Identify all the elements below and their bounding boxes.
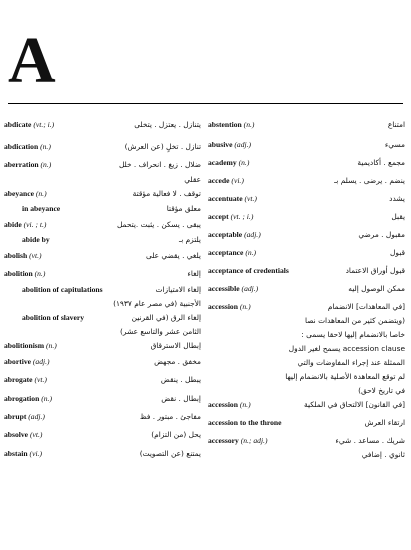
entry-headword (208, 140, 251, 149)
arabic-translation: يحل (من التزام) (151, 430, 201, 439)
part-of-speech: (n.) (34, 269, 46, 278)
translation-continuation: accession clause يسمح لغير الدول (288, 344, 405, 353)
arabic-translation: مقبول . مرضي (358, 230, 405, 239)
part-of-speech: (vt.) (29, 251, 42, 260)
headword-term: abolition of slavery (22, 313, 85, 322)
translation-continuation: الثامن عشر والتاسع عشر) (120, 327, 201, 336)
dictionary-entry (4, 375, 201, 394)
headword-term: abolish (4, 251, 28, 260)
part-of-speech: (n.) (40, 142, 51, 151)
arabic-translation: [في المعاهدات] الانضمام (327, 302, 405, 311)
entry-headword (208, 120, 254, 129)
arabic-translation: تنازل . تخلٍ (عن العرش) (124, 142, 201, 151)
headword-term: abrogation (4, 394, 40, 403)
entry-headword (208, 194, 257, 203)
translation-continuation: الأجنبية (في مصر عام ١٩٣٧) (113, 299, 201, 308)
part-of-speech: (n.) (40, 160, 52, 169)
entry-headword (208, 284, 258, 293)
part-of-speech: (n.) (41, 394, 52, 403)
arabic-translation: شريك . مساعد . شيء (335, 436, 405, 445)
headword-term: abrogate (4, 375, 33, 384)
dictionary-entry (4, 251, 201, 269)
right-column (208, 120, 405, 464)
arabic-translation: مخفق . مجهض (154, 357, 201, 366)
entry-headword (208, 400, 251, 409)
entry-headword (22, 204, 60, 213)
headword-term: acceptance (208, 248, 244, 257)
dictionary-entry (208, 248, 405, 266)
arabic-translation: إبطال الاسترقاق (150, 341, 201, 350)
part-of-speech: (n.) (243, 120, 255, 129)
entry-headword (208, 248, 256, 257)
headword-term: abolition of capitulations (22, 285, 103, 294)
arabic-translation: إبطال . نقض (161, 394, 201, 403)
headword-term: acceptable (208, 230, 243, 239)
dictionary-entry (208, 140, 405, 158)
dictionary-entry (208, 120, 405, 140)
arabic-translation: [في القانون] الالتحاق في الملكية (304, 400, 405, 409)
dictionary-entry (4, 285, 201, 313)
headword-term: abstention (208, 120, 242, 129)
entry-headword (4, 430, 42, 439)
arabic-translation: ضلال . زيغ . انحراف . خلل (118, 160, 201, 169)
dictionary-entry (208, 194, 405, 212)
arabic-translation: إلغاء (187, 269, 201, 278)
headword-term: accession to the throne (208, 418, 282, 427)
entry-headword (4, 189, 47, 198)
dictionary-entry (4, 449, 201, 467)
headword-term: abrupt (4, 412, 27, 421)
arabic-translation: يلتزم بـ (179, 235, 201, 244)
arabic-translation: ينضم . يرضى . يسلم بـ (334, 176, 405, 185)
headword-term: in abeyance (22, 204, 61, 213)
entry-headword (208, 176, 244, 185)
dictionary-entry (4, 189, 201, 204)
arabic-translation: يبقى . يسكن . يثبت .يتحمل (116, 220, 201, 229)
entry-headword (4, 375, 47, 384)
dictionary-entry (208, 266, 405, 284)
arabic-translation: إلغاء الرق (في القرنين (131, 313, 201, 322)
dictionary-entry (4, 341, 201, 357)
entry-headword (4, 357, 50, 366)
entry-headword (22, 235, 50, 244)
entry-headword (4, 412, 45, 421)
headword-term: accessible (208, 284, 240, 293)
translation-continuation: خاصا بالانضمام إليها لاحقا يسمى : (301, 330, 405, 339)
left-column (4, 120, 201, 467)
part-of-speech: (n.) (239, 302, 251, 311)
part-of-speech: (n.) (238, 158, 250, 167)
arabic-translation: امتناع (387, 120, 405, 129)
entry-headword (208, 230, 261, 239)
part-of-speech: (n.) (239, 400, 251, 409)
dictionary-entry (4, 235, 201, 251)
arabic-translation: يشدد (389, 194, 405, 203)
dictionary-entry (208, 400, 405, 418)
headword-term: abide by (22, 235, 50, 244)
headword-term: abusive (208, 140, 233, 149)
arabic-translation: مسيء (384, 140, 405, 149)
translation-continuation: في تاريخ لاحق) (358, 386, 405, 395)
arabic-translation: يلغي . يقضي على (145, 251, 201, 260)
dictionary-entry (4, 357, 201, 375)
dictionary-entry (4, 142, 201, 160)
headword-term: abeyance (4, 189, 34, 198)
part-of-speech: (vt.) (244, 194, 257, 203)
translation-continuation: لم توقع المعاهدة الأصلية بالانضمام إليها (285, 372, 405, 381)
arabic-translation: ارتقاء العرش (364, 418, 405, 427)
part-of-speech: (vt.) (34, 375, 47, 384)
arabic-translation: مجمع . أكاديمية (357, 158, 405, 167)
entry-headword (4, 120, 54, 129)
dictionary-entry (4, 412, 201, 430)
dictionary-entry (4, 394, 201, 412)
dictionary-entry (208, 158, 405, 176)
headword-term: accept (208, 212, 229, 221)
entry-headword (4, 220, 46, 229)
dictionary-entry (4, 313, 201, 341)
dictionary-entry (208, 436, 405, 464)
headword-term: abolitionism (4, 341, 45, 350)
entry-headword (4, 251, 42, 260)
part-of-speech: (n.) (35, 189, 47, 198)
section-letter: A (8, 24, 56, 97)
headword-term: accession (208, 302, 238, 311)
dictionary-entry (4, 269, 201, 285)
entry-headword (22, 285, 103, 294)
header-rule (8, 103, 403, 104)
dictionary-entry (208, 176, 405, 194)
headword-term: aberration (4, 160, 39, 169)
entry-headword (4, 449, 42, 458)
arabic-translation: يقبل (391, 212, 405, 221)
arabic-translation: إلغاء الامتيازات (155, 285, 201, 294)
translation-continuation: الممثلة عند إجراء المفاوضات والتي (297, 358, 405, 367)
headword-term: absolve (4, 430, 29, 439)
part-of-speech: (adj.) (234, 140, 252, 149)
part-of-speech: (vi.) (231, 176, 244, 185)
arabic-translation: معلق مؤقتا (166, 204, 201, 213)
entry-headword (4, 269, 45, 278)
entry-headword (4, 341, 57, 350)
arabic-translation: ممكن الوصول إليه (348, 284, 405, 293)
dictionary-entry (4, 204, 201, 220)
headword-term: abide (4, 220, 22, 229)
dictionary-entry (208, 230, 405, 248)
part-of-speech: (n.; adj.) (240, 436, 268, 445)
dictionary-entry (4, 220, 201, 235)
entry-headword (4, 160, 51, 169)
part-of-speech: (vi. ; t.) (23, 220, 47, 229)
headword-term: accede (208, 176, 230, 185)
arabic-translation: يبطل . ينقض (160, 375, 201, 384)
arabic-translation: مفاجئ . مبتور . فظ (139, 412, 201, 421)
headword-term: accentuate (208, 194, 243, 203)
entry-headword (208, 266, 289, 275)
arabic-translation: قبول (390, 248, 405, 257)
headword-term: abolition (4, 269, 33, 278)
part-of-speech: (adj.) (32, 357, 50, 366)
part-of-speech: (vt.; i.) (33, 120, 55, 129)
arabic-translation: يتنازل . يعتزل . يتخلى (134, 120, 201, 129)
headword-term: abstain (4, 449, 28, 458)
entry-headword (4, 394, 52, 403)
part-of-speech: (vt.) (29, 430, 43, 439)
entry-headword (208, 436, 268, 445)
entry-headword (208, 158, 249, 167)
part-of-speech: (n.) (245, 248, 257, 257)
headword-term: abdication (4, 142, 39, 151)
part-of-speech: (adj.) (241, 284, 259, 293)
dictionary-entry (4, 120, 201, 142)
headword-term: abortive (4, 357, 31, 366)
arabic-translation: قبول أوراق الاعتماد (345, 266, 405, 275)
part-of-speech: (adj.) (244, 230, 261, 239)
entry-headword (4, 142, 51, 151)
headword-term: academy (208, 158, 237, 167)
dictionary-entry (4, 160, 201, 189)
dictionary-entry (208, 212, 405, 230)
headword-term: accession (208, 400, 238, 409)
translation-continuation: عقلي (184, 175, 201, 184)
arabic-translation: يمتنع (عن التصويت) (139, 449, 201, 458)
translation-continuation: (ويتضمن كثير من المعاهدات نصا (305, 316, 405, 325)
dictionary-entry (4, 430, 201, 449)
arabic-translation: توقف . لا فعالية مؤقتة (132, 189, 201, 198)
entry-headword (208, 302, 251, 311)
dictionary-entry (208, 302, 405, 400)
entry-headword (208, 212, 253, 221)
headword-term: accessory (208, 436, 239, 445)
part-of-speech: (n.) (46, 341, 57, 350)
dictionary-entry (208, 284, 405, 302)
headword-term: acceptance of credentials (208, 266, 289, 275)
part-of-speech: (adj.) (28, 412, 45, 421)
headword-term: abdicate (4, 120, 32, 129)
entry-headword (22, 313, 84, 322)
part-of-speech: (vt. ; i.) (230, 212, 254, 221)
translation-continuation: ثانوي . إضافي (361, 450, 405, 459)
entry-headword (208, 418, 281, 427)
part-of-speech: (vi.) (29, 449, 42, 458)
dictionary-entry (208, 418, 405, 436)
